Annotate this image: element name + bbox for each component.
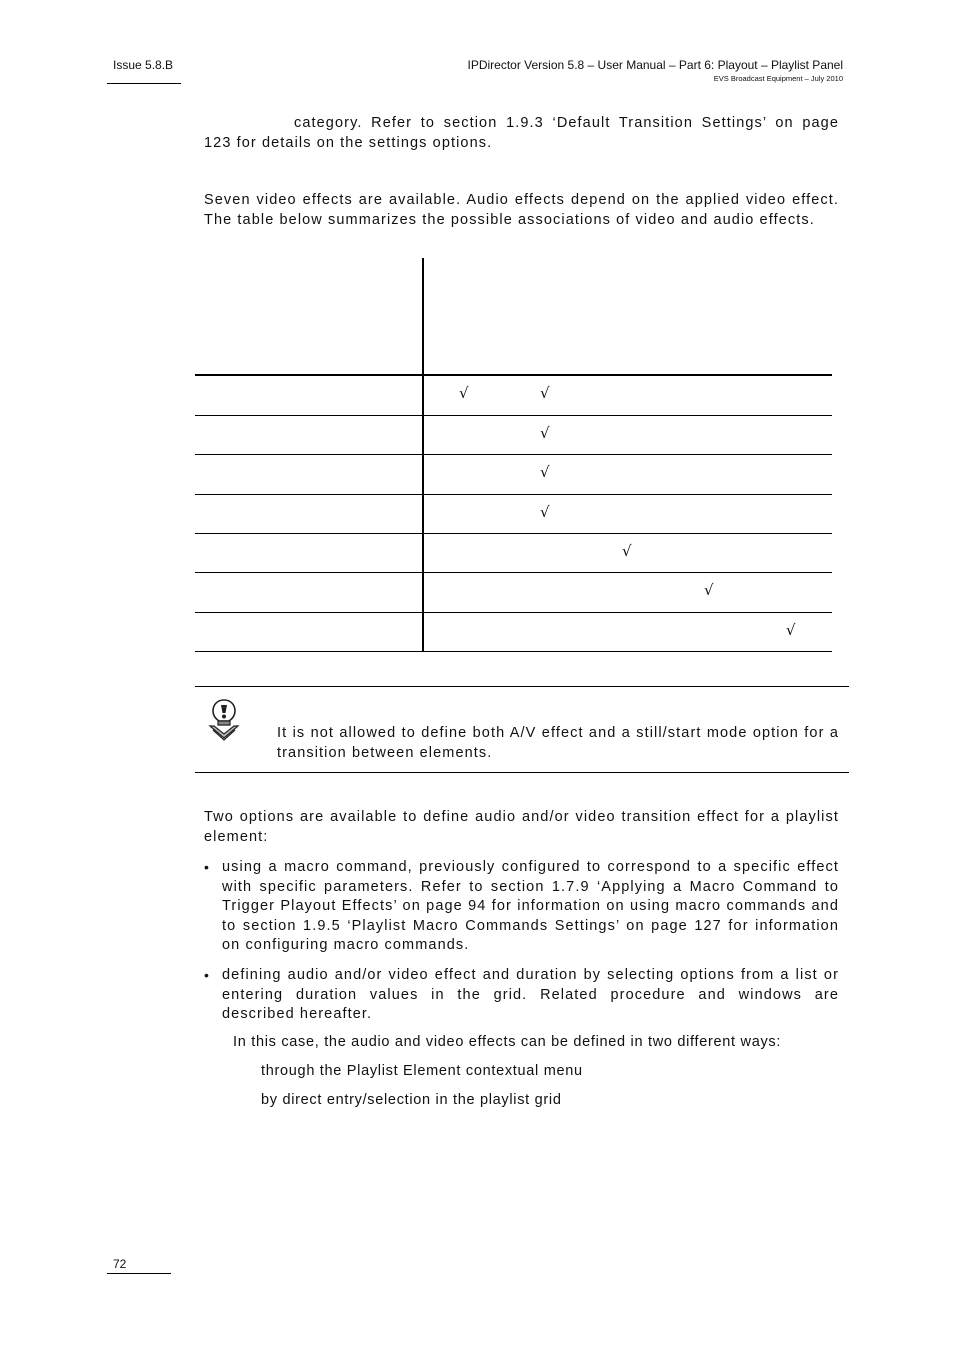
page-number: 72 [113, 1257, 127, 1271]
table-check-mark: √ [786, 621, 796, 639]
table-row-rule [195, 415, 832, 416]
note-bottom-rule [195, 772, 849, 773]
way-contextual-menu: through the Playlist Element contextual menu [261, 1063, 583, 1079]
bullet-macro-command: using a macro command, previously configured to correspond to a specific effect with specific parameters. Refer to section 1.7.9 ‘Applying a Macro Command to Trigger Playout Effects’ on page 94 for information on using macro commands and to section 1.9.5 ‘Playlist Macro Commands Settings’ on page 127 for information on configuring macro commands. [222, 859, 839, 953]
bullet-marker: • [204, 967, 209, 983]
table-row-rule [195, 612, 832, 613]
way-grid-entry: by direct entry/selection in the playlist grid [261, 1092, 562, 1108]
footer-rule [107, 1273, 171, 1274]
document-title: IPDirector Version 5.8 – User Manual – Part 6: Playout – Playlist Panel [467, 58, 843, 72]
table-row-rule [195, 533, 832, 534]
bullet-define-effect: defining audio and/or video effect and duration by selecting options from a list or entering duration values in the grid. Related procedure and windows are described hereafter. [222, 967, 839, 1022]
note-top-rule [195, 686, 849, 687]
table-check-mark: √ [540, 503, 550, 521]
table-row-rule [195, 572, 832, 573]
paragraph-category: category. Refer to section 1.9.3 ‘Default Transition Settings’ on page 123 for details on the settings options. [204, 115, 839, 151]
table-check-mark: √ [459, 384, 469, 402]
issue-label: Issue 5.8.B [113, 58, 174, 72]
header-rule [107, 83, 181, 84]
table-check-mark: √ [704, 581, 714, 599]
document-subtitle: EVS Broadcast Equipment – July 2010 [713, 74, 843, 83]
table-check-mark: √ [540, 424, 550, 442]
table-bottom-rule [195, 651, 832, 652]
note-icon [207, 697, 241, 741]
table-row-rule [195, 454, 832, 455]
table-row-rule [195, 494, 832, 495]
paragraph-options-intro: Two options are available to define audio and/or video transition effect for a playlist element: [204, 809, 839, 845]
bullet-marker: • [204, 859, 209, 875]
table-check-mark: √ [540, 384, 550, 402]
table-check-mark: √ [622, 542, 632, 560]
table-check-mark: √ [540, 463, 550, 481]
note-text: It is not allowed to define both A/V effect and a still/start mode option for a transition between elements. [277, 725, 839, 761]
case-text: In this case, the audio and video effects can be defined in two different ways: [233, 1034, 782, 1050]
paragraph-effects-intro: Seven video effects are available. Audio effects depend on the applied video effect. The table below summarizes the possible associations of video and audio effects. [204, 192, 839, 228]
table-header-rule [195, 374, 832, 376]
